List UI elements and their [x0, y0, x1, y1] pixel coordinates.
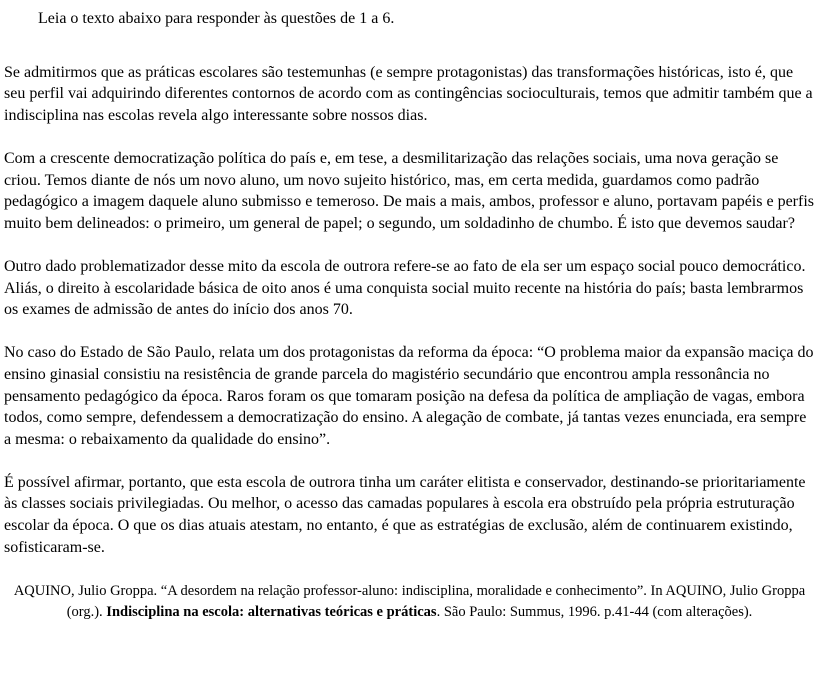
instruction-line: Leia o texto abaixo para responder às questões de 1 a 6. — [38, 10, 395, 27]
citation-book-title: Indisciplina na escola: alternativas teóricas e práticas — [106, 604, 437, 621]
paragraph-5: É possível afirmar, portanto, que esta escola de outrora tinha um caráter elitista e conservador, destinando-se prioritariamente às classes sociais privilegiadas. Ou melhor, o acesso das camadas populares à escola era obstruído pela própria estruturação escolar da época. O que os dias atuais atestam, no entanto, é que as estratégias de exclusão, além de continuarem existindo, sofisticaram-se. — [4, 473, 806, 556]
paragraph-2: Com a crescente democratização política do país e, em tese, a desmilitarização das relações sociais, uma nova geração se criou. Temos diante de nós um novo aluno, um novo sujeito histórico, mas, em certa medida, guardamos como padrão pedagógico a imagem daquele aluno submisso e temeroso. De mais a mais, ambos, professor e aluno, portavam papéis e perfis muito bem delineados: o primeiro, um general de papel; o segundo, um soldadinho de chumbo. É isto que devemos saudar? — [4, 149, 814, 232]
paragraph-4: No caso do Estado de São Paulo, relata um dos protagonistas da reforma da época: “O problema maior da expansão maciça do ensino ginasial consistiu na resistência de grande parcela do magistério secundário que encontrou ampla ressonância no pensamento pedagógico da época. Raros foram os que tomaram posição na defesa da política de ampliação de vagas, embora todos, como sempre, defendessem a democratização do ensino. A alegação de combate, já tantas vezes enunciada, era sempre a mesma: o rebaixamento da qualidade do ensino”. — [4, 344, 814, 448]
paragraph-1: Se admitirmos que as práticas escolares são testemunhas (e sempre protagonistas) das transformações históricas, isto é, que seu perfil vai adquirindo diferentes contornos de acordo com as contingências socioculturais, temos que admitir também que a indisciplina nas escolas revela algo interessante sobre nossos dias. — [4, 63, 813, 124]
citation-post: . São Paulo: Summus, 1996. p.41-44 (com alterações). — [436, 604, 753, 621]
paragraph-3: Outro dado problematizador desse mito da escola de outrora refere-se ao fato de ela ser um espaço social pouco democrático. Aliás, o direito à escolaridade básica de oito anos é uma conquista social muito recente na história do país; basta lembrarmos os exames de admissão de antes do início dos anos 70. — [4, 257, 806, 319]
citation-pre: AQUINO, Julio Groppa. “A desordem na relação professor-aluno: indisciplina, moralidade e conhecimento”. In AQUINO, Julio Groppa (org.). — [13, 583, 806, 621]
citation — [10, 581, 809, 623]
